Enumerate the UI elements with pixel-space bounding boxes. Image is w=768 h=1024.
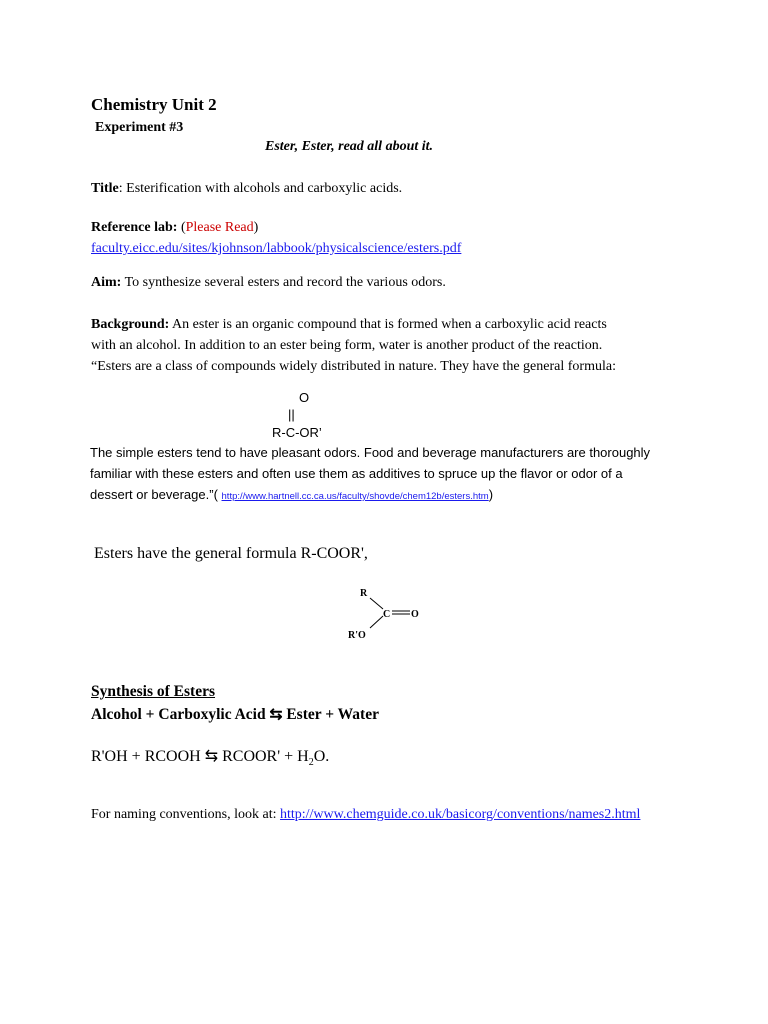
reaction-equation (91, 746, 329, 768)
structure-ro-label: R'O (348, 630, 366, 641)
formula-chain: R-C-OR’ (272, 425, 322, 440)
reaction-pre: R'OH + RCOOH ⇆ RCOOR' + H (91, 748, 309, 765)
formula-oxygen: O (299, 390, 310, 405)
structure-c-label: C (383, 609, 391, 620)
hartnell-link[interactable]: http://www.hartnell.cc.ca.us/faculty/shovde/chem12b/esters.htm (221, 491, 489, 502)
naming-line (91, 804, 640, 825)
simple-text-3: dessert or beverage.”( (90, 487, 222, 502)
background-line-2: with an alcohol. In addition to an ester being form, water is another product of the reaction. (91, 338, 603, 353)
title-label: Title (91, 181, 119, 196)
naming-text: For naming conventions, look at: (91, 807, 280, 822)
structure-r-label: R (360, 588, 368, 599)
general-formula-text: Esters have the general formula R-COOR', (94, 545, 368, 562)
document-title: Chemistry Unit 2 (91, 95, 217, 114)
reference-paren-open: ( (177, 220, 186, 235)
formula-double-bond: || (288, 407, 295, 422)
ester-structure-diagram (340, 582, 430, 646)
synthesis-equation: Alcohol + Carboxylic Acid ⇆ Ester + Water (91, 706, 379, 723)
structure-bond-r-c (370, 598, 383, 609)
background-label: Background: (91, 317, 170, 332)
title-text: : Esterification with alcohols and carboxylic acids. (118, 181, 403, 196)
reference-link[interactable]: faculty.eicc.edu/sites/kjohnson/labbook/physicalscience/esters.pdf (91, 241, 462, 256)
document-subtitle: Ester, Ester, read all about it. (265, 139, 434, 154)
background-line-1 (91, 314, 607, 335)
simple-line-1: The simple esters tend to have pleasant odors. Food and beverage manufacturers are thoroughly (90, 445, 651, 460)
experiment-number: Experiment #3 (95, 120, 184, 135)
reaction-post: O. (313, 748, 330, 765)
reaction-subscript: 2 (308, 757, 314, 769)
synthesis-heading: Synthesis of Esters (91, 683, 216, 700)
aim-text: To synthesize several esters and record the various odors. (121, 275, 446, 290)
aim-label: Aim: (91, 275, 122, 290)
reference-paren-close: ) (253, 220, 259, 235)
title-line (91, 178, 402, 199)
simple-close: ) (488, 487, 494, 502)
structure-o-label: O (411, 609, 419, 620)
aim-line (91, 272, 446, 293)
simple-line-2: familiar with these esters and often use them as additives to spruce up the flavor or odor of a (90, 466, 623, 481)
background-text-1: An ester is an organic compound that is formed when a carboxylic acid reacts (169, 317, 607, 332)
reference-line (91, 217, 258, 238)
naming-link[interactable]: http://www.chemguide.co.uk/basicorg/conventions/names2.html (279, 807, 641, 822)
background-line-3: “Esters are a class of compounds widely distributed in nature. They have the general formula: (91, 359, 616, 374)
simple-line-3 (90, 484, 493, 507)
structure-bond-o-c (370, 616, 383, 628)
reference-note: Please Read (185, 220, 254, 235)
reference-label: Reference lab: (91, 220, 178, 235)
